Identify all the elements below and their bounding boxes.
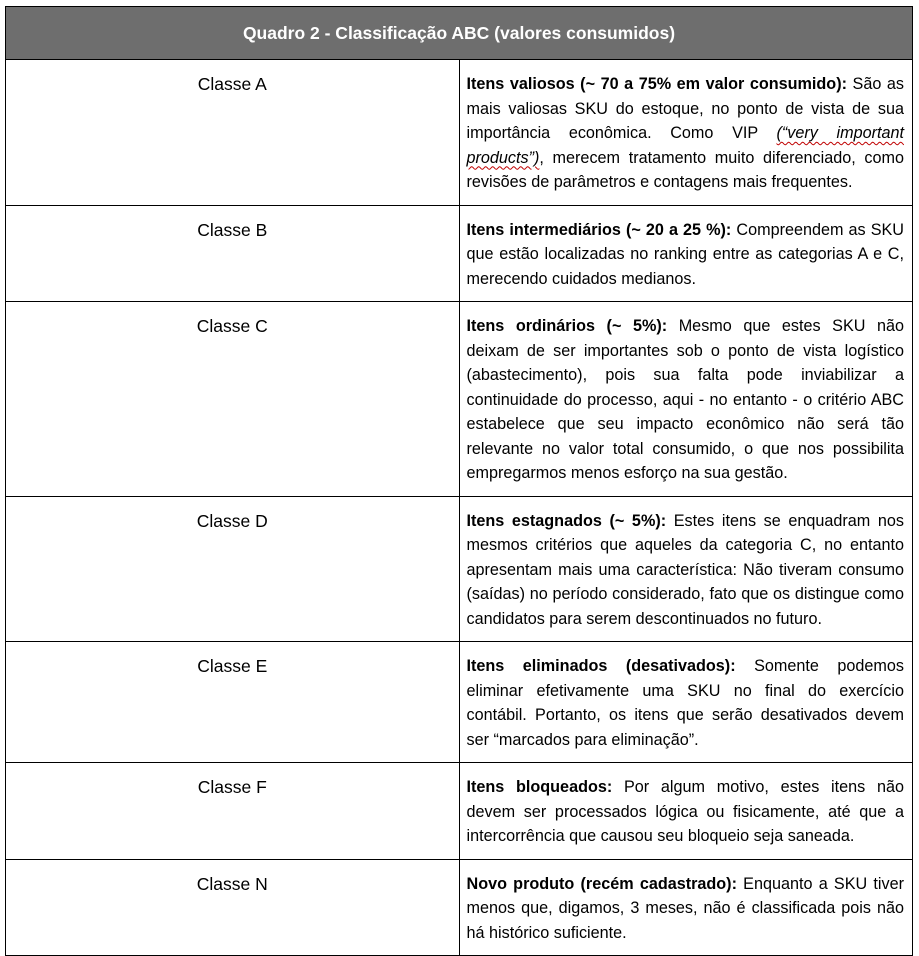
- class-description: [459, 302, 913, 497]
- class-term: Itens intermediários (~ 20 a 25 %):: [466, 220, 732, 239]
- class-term: Itens estagnados (~ 5%):: [466, 511, 667, 530]
- vip-phrase: (“very important products”): [466, 124, 904, 167]
- class-label: Classe F: [6, 763, 460, 860]
- table-row-class-e: [6, 642, 913, 763]
- class-text-continued: , merecem tratamento muito diferenciado, como revisões de parâmetros e contagens mais frequentes.: [466, 148, 904, 191]
- class-description: [459, 859, 913, 956]
- class-term: Itens valiosos (~ 70 a 75% em valor consumido):: [466, 75, 847, 93]
- class-description: [459, 60, 913, 206]
- class-label: Classe A: [6, 60, 460, 206]
- class-term: Novo produto (recém cadastrado):: [466, 874, 737, 893]
- abc-classification-table: [5, 6, 913, 956]
- class-text: Estes itens se enquadram nos mesmos critérios que aqueles da categoria C, no entanto apresentam mais uma característica: Não tiveram consumo (saídas) no período considerado, fato que os distingue como candidatos para serem descontinuados no futuro.: [466, 511, 904, 628]
- class-text: São as mais valiosas SKU do estoque, no ponto de vista de sua importância econômica. Como VIP: [466, 75, 904, 142]
- class-description: [459, 496, 913, 642]
- table-row-class-b: [6, 205, 913, 302]
- class-text: Somente podemos eliminar efetivamente uma SKU no final do exercício contábil. Portanto, os itens que serão desativados devem ser “marcados para eliminação”.: [466, 657, 904, 749]
- class-text: Compreendem as SKU que estão localizadas no ranking entre as categorias A e C, merecendo cuidados medianos.: [466, 220, 904, 288]
- class-label: Classe C: [6, 302, 460, 497]
- table-row-class-c: [6, 302, 913, 497]
- class-description: [459, 642, 913, 763]
- class-description: [459, 205, 913, 302]
- table-row-class-n: [6, 859, 913, 956]
- table-row-class-f: [6, 763, 913, 860]
- class-text: Por algum motivo, estes itens não devem ser processados lógica ou fisicamente, até que a intercorrência que causou seu bloqueio seja saneada.: [466, 778, 904, 845]
- table-row-class-a: [6, 60, 913, 206]
- class-label: Classe D: [6, 496, 460, 642]
- class-term: Itens eliminados (desativados):: [466, 657, 736, 675]
- class-label: Classe N: [6, 859, 460, 956]
- class-text: Mesmo que estes SKU não deixam de ser importantes sob o ponto de vista logístico (abastecimento), pois sua falta pode inviabilizar a continuidade do processo, aqui - no entanto - o critério ABC estabelece que seu impacto econômico não será tão relevante no valor total consumido, o que nos possibilita empregarmos menos esforço na sua gestão.: [466, 317, 904, 482]
- class-label: Classe E: [6, 642, 460, 763]
- table-title: Quadro 2 - Classificação ABC (valores consumidos): [6, 7, 913, 60]
- table-header-row: [6, 7, 913, 60]
- class-description: [459, 763, 913, 860]
- class-label: Classe B: [6, 205, 460, 302]
- table-row-class-d: [6, 496, 913, 642]
- class-term: Itens ordinários (~ 5%):: [466, 317, 668, 335]
- abc-classification-table-container: [5, 6, 913, 956]
- class-term: Itens bloqueados:: [466, 778, 613, 796]
- class-text: Enquanto a SKU tiver menos que, digamos, 3 meses, não é classificada pois não há histórico suficiente.: [466, 874, 904, 942]
